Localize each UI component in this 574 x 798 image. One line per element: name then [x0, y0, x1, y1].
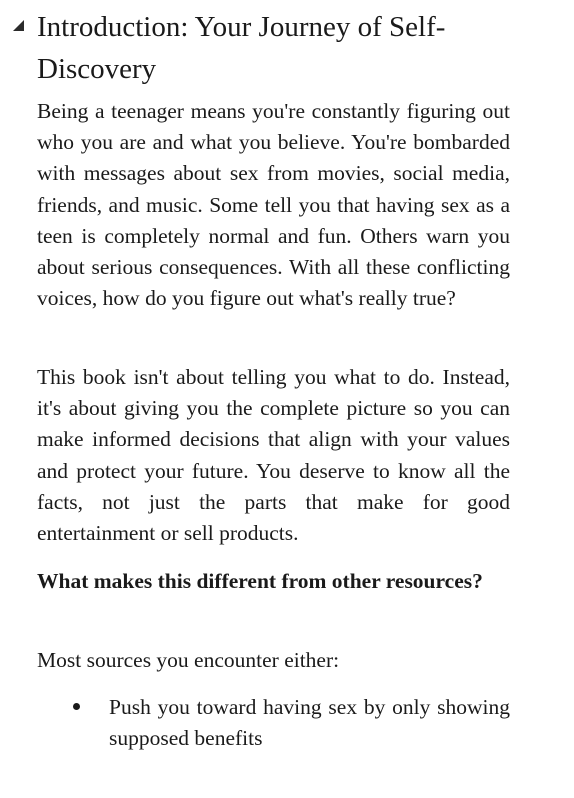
- list-intro-text: Most sources you encounter either:: [37, 648, 340, 672]
- bullet-list: [37, 692, 510, 754]
- intro-paragraph-2: This book isn't about telling you what to do. Instead, it's about giving you the complete picture so you can make informed decisions that align with your values and protect your future. You deserve to know all the facts, not just the parts that make for good entertainment or sell products.: [37, 365, 510, 546]
- list-item: [37, 692, 510, 754]
- collapse-triangle-icon[interactable]: [13, 20, 24, 31]
- section-title: Introduction: Your Journey of Self-Discovery: [37, 11, 446, 85]
- list-item-text: Push you toward having sex by only showing supposed benefits: [109, 695, 510, 751]
- bullet-dot-icon: [73, 703, 80, 710]
- section-heading-row: [0, 0, 507, 90]
- intro-paragraph-1: Being a teenager means you're constantly figuring out who you are and what you believe. You're bombarded with messages about sex from movies, social media, friends, and music. Some tell you that having sex as a teen is completely normal and fun. Others warn you about serious consequences. With all these conflicting voices, how do you figure out what's really true?: [37, 99, 510, 311]
- subheading-question: What makes this different from other resources?: [37, 569, 483, 593]
